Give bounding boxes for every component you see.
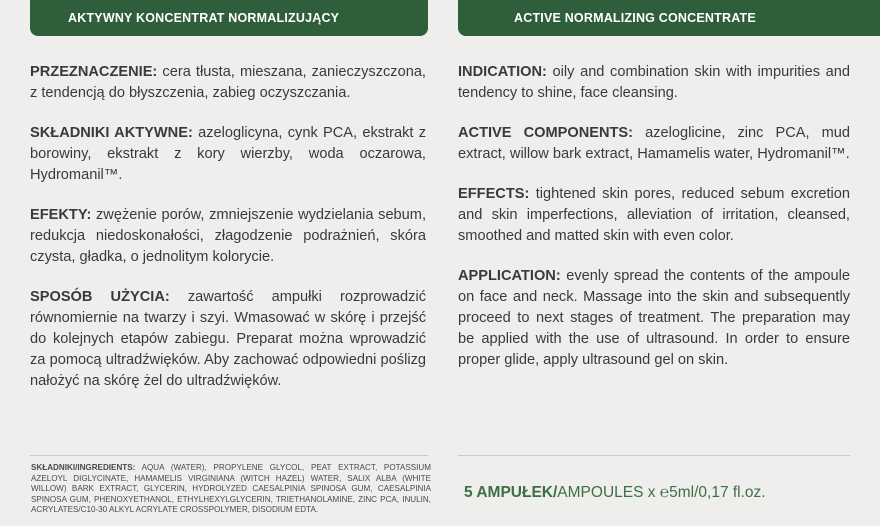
section-text: zwężenie porów, zmniejszenie wydzielania sebum, redukcja niedoskonałości, złagodzenie podrażnień, skóra czysta, gładka, o jednolitym kolorycie. (30, 207, 426, 265)
header-pl (30, 0, 428, 36)
section-heading: INDICATION: (458, 64, 547, 80)
section-text: zawartość ampułki rozprowadzić równomiernie na twarzy i szyi. Wmasować w skórę i przejść do kolejnych etapów zabiegu. Preparat można wprowadzić za pomocą ultradźwięków. Aby zachować odpowiedni poślizg nałożyć na skórę żel do ultradźwięków. (30, 289, 426, 389)
section-text: tightened skin pores, reduced sebum excretion and skin imperfections, alleviation of irritation, cleansed, smoothed and matted skin with even color. (458, 186, 850, 244)
divider-right (458, 455, 850, 456)
section-heading: SPOSÓB UŻYCIA: (30, 289, 170, 305)
section-text: azeloglicyna, cynk PCA, ekstrakt z borowiny, ekstrakt z kory wierzby, woda oczarowa, Hydromanil™. (30, 125, 426, 183)
section-heading: APPLICATION: (458, 268, 561, 284)
header-en (458, 0, 880, 36)
section-heading: EFEKTY: (30, 207, 92, 223)
ingredients-text: AQUA (WATER), PROPYLENE GLYCOL, PEAT EXTRACT, POTASSIUM AZELOYL DIGLYCINATE, HAMAMELIS VIRGINIANA (WITCH HAZEL) WATER, SALIX ALBA (WHITE WILLOW) BARK EXTRACT, GLYCERIN, HYDROLYZED CAESALPINIA SPINOSA GUM, CAESALPINIA SPINOSA GUM, PHENOXYETHANOL, ETHYLHEXYLGLYCERIN, TRIETHANOLAMINE, ZINC PCA, INULIN, ACRYLATES/C10-30 ALKYL ACRYLATE CROSSPOLYMER, DISODIUM EDTA. (31, 463, 431, 515)
section-text: oily and combination skin with impurities and tendency to shine, face cleansing. (458, 64, 850, 101)
ingredients-heading: SKŁADNIKI/INGREDIENTS: (31, 463, 136, 472)
section-heading: EFFECTS: (458, 186, 530, 202)
section-skladniki-aktywne (30, 123, 426, 186)
section-heading: PRZEZNACZENIE: (30, 64, 158, 80)
ingredients-list (31, 463, 431, 516)
estimate-mark-icon: ℮ (659, 484, 670, 501)
section-efekty (30, 205, 426, 268)
english-column (458, 62, 850, 390)
count-pl: 5 AMPUŁEK/ (464, 484, 558, 501)
section-text: evenly spread the contents of the ampoule on face and neck. Massage into the skin and subsequently proceed to next stages of treatment. The preparation may be applied with the use of ultrasound. In order to ensure proper glide, apply ultrasound gel on skin. (458, 268, 850, 368)
section-active-components (458, 123, 850, 165)
section-effects (458, 184, 850, 247)
divider-left (30, 455, 428, 456)
header-en-title: ACTIVE NORMALIZING CONCENTRATE (514, 11, 756, 25)
section-heading: SKŁADNIKI AKTYWNE: (30, 125, 193, 141)
volume: 5ml/0,17 fl.oz. (669, 484, 766, 501)
section-text: cera tłusta, mieszana, zanieczyszczona, z tendencją do błyszczenia, zabieg oczyszczania. (30, 64, 426, 101)
count-en: AMPOULES x (557, 484, 660, 501)
package-content (464, 484, 766, 502)
section-indication (458, 62, 850, 104)
header-pl-title: AKTYWNY KONCENTRAT NORMALIZUJĄCY (68, 11, 340, 25)
section-application (458, 266, 850, 371)
section-sposob-uzycia (30, 287, 426, 392)
section-text: azeloglicine, zinc PCA, mud extract, willow bark extract, Hamamelis water, Hydromanil™. (458, 125, 850, 162)
polish-column (30, 62, 426, 411)
section-heading: ACTIVE COMPONENTS: (458, 125, 634, 141)
section-przeznaczenie (30, 62, 426, 104)
